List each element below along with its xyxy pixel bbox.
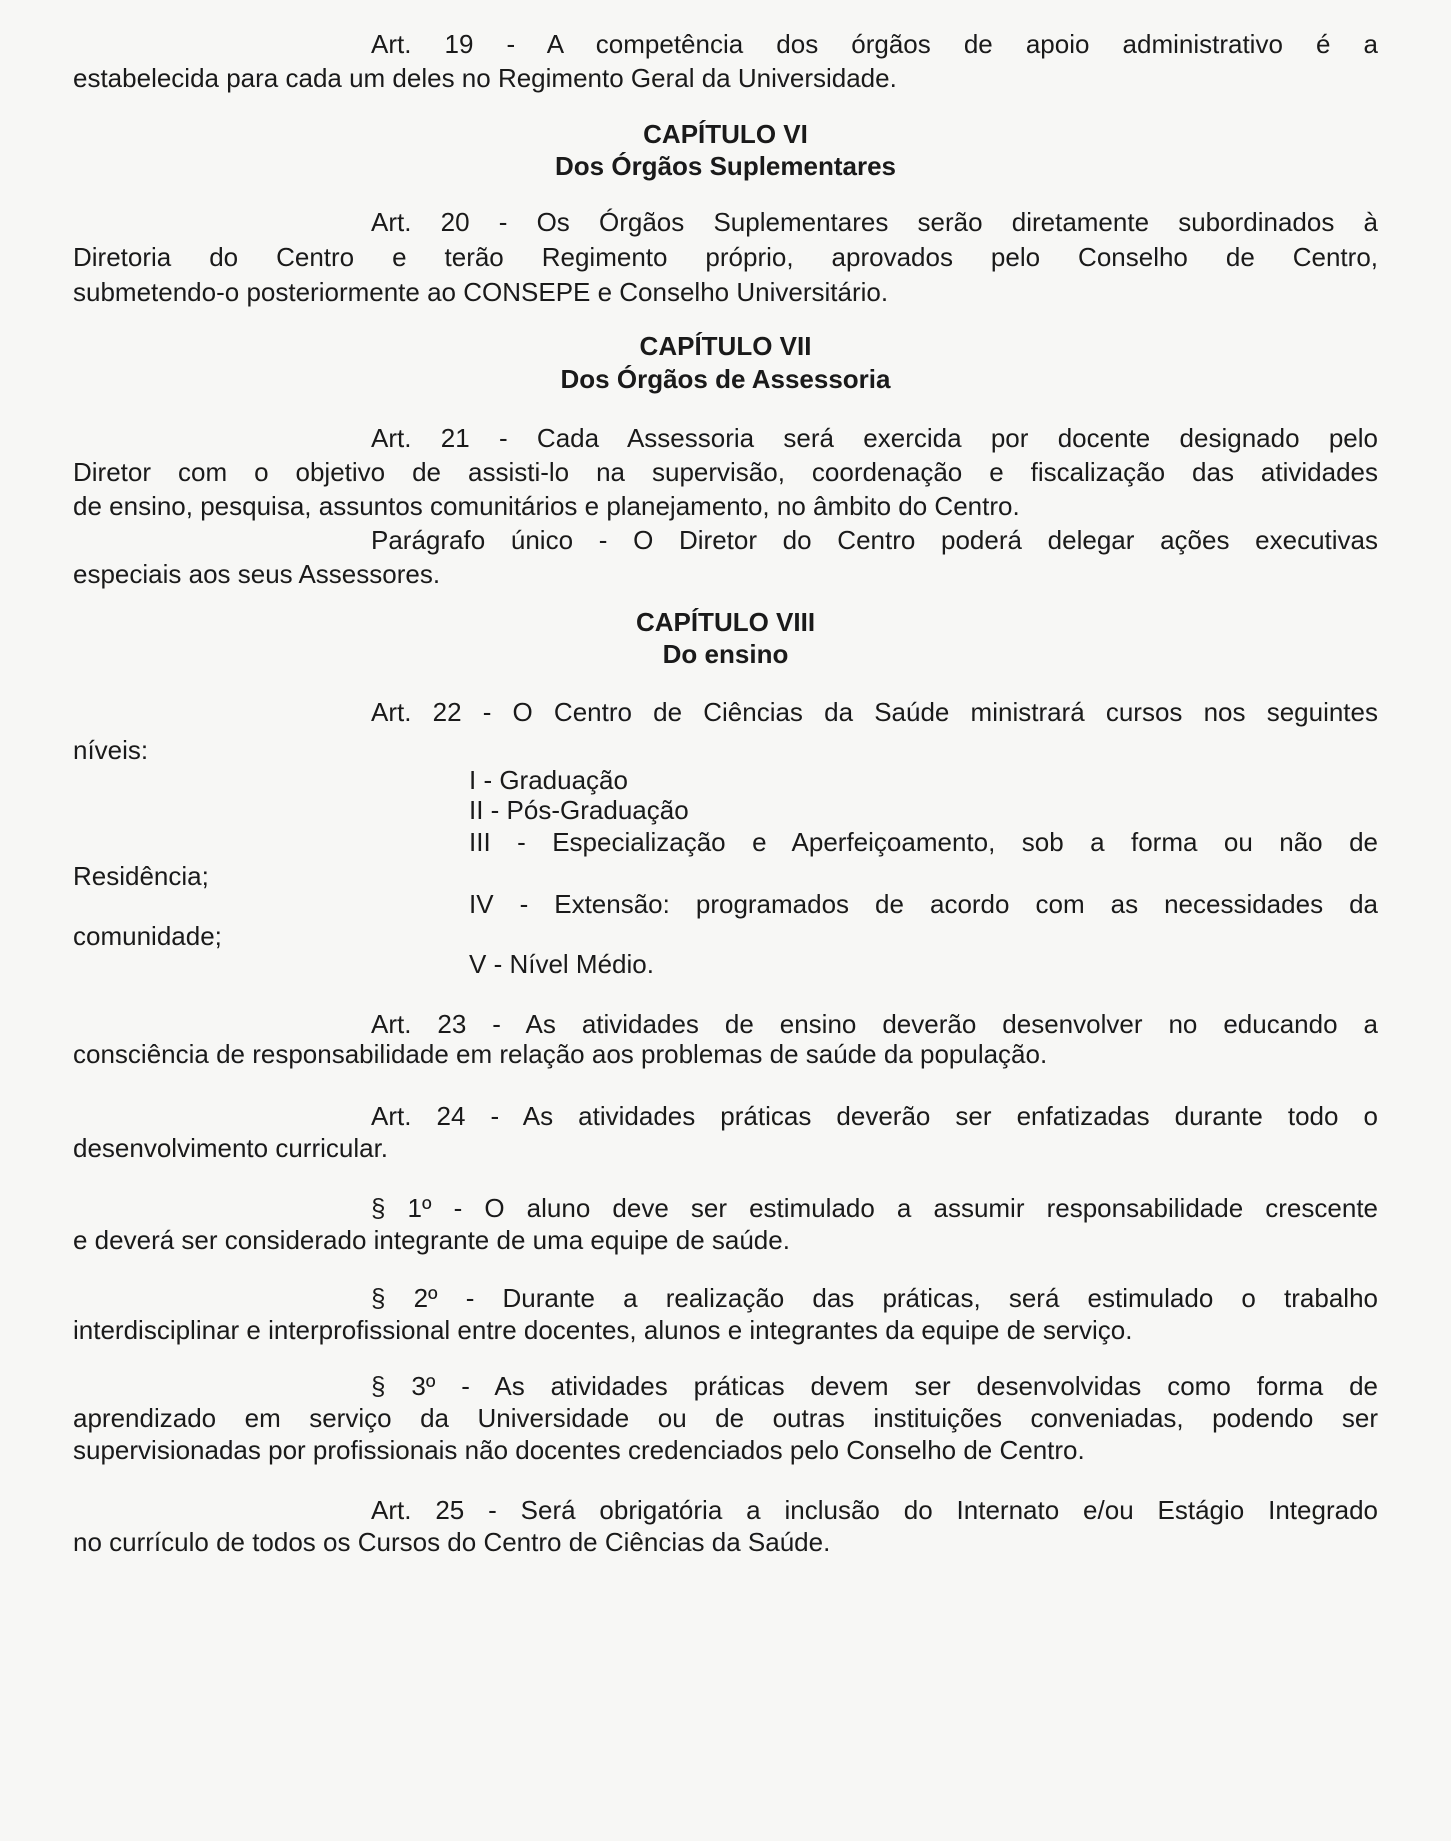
paragraph-2-line-2: interdisciplinar e interprofissional entre docentes, alunos e integrantes da equipe de serviço. [73,1315,1133,1345]
chapter-7-heading: CAPÍTULO VII [639,331,812,361]
level-item-4-cont: comunidade; [73,921,222,951]
chapter-6-heading: CAPÍTULO VI [643,119,808,149]
paragraph-3-line-2: aprendizado em serviço da Universidade ou de outras instituições conveniadas, podendo ser [73,1403,1378,1433]
level-item-4: IV - Extensão: programados de acordo com as necessidades da [469,889,1378,919]
chapter-8-heading: CAPÍTULO VIII [635,607,816,637]
art22-line-2: níveis: [73,735,149,765]
paragraph-1-line-2: e deverá ser considerado integrante de uma equipe de saúde. [73,1225,790,1255]
art21-line-3: de ensino, pesquisa, assuntos comunitários e planejamento, no âmbito do Centro. [73,491,1020,521]
art24-line-1: Art. 24 - As atividades práticas deverão ser enfatizadas durante todo o [371,1101,1378,1131]
art20-line-1: Art. 20 - Os Órgãos Suplementares serão diretamente subordinados à [371,207,1378,237]
level-item-5: V - Nível Médio. [469,949,654,979]
art19-line-1: Art. 19 - A competência dos órgãos de apoio administrativo é a [371,29,1378,59]
art22-line-1: Art. 22 - O Centro de Ciências da Saúde ministrará cursos nos seguintes [371,697,1378,727]
chapter-8-title: Do ensino [662,639,789,669]
art25-line-2: no currículo de todos os Cursos do Centro de Ciências da Saúde. [73,1527,831,1557]
chapter-7-title: Dos Órgãos de Assessoria [560,364,891,394]
paragraph-1-line-1: § 1º - O aluno deve ser estimulado a assumir responsabilidade crescente [371,1193,1378,1223]
art21-line-2: Diretor com o objetivo de assisti-lo na supervisão, coordenação e fiscalização das atividades [73,457,1378,487]
art19-line-2: estabelecida para cada um deles no Regimento Geral da Universidade. [73,63,897,93]
art23-line-2: consciência de responsabilidade em relação aos problemas de saúde da população. [73,1039,1048,1069]
art24-line-2: desenvolvimento curricular. [73,1133,389,1163]
art20-line-2: Diretoria do Centro e terão Regimento próprio, aprovados pelo Conselho de Centro, [73,242,1378,272]
art21-line-1: Art. 21 - Cada Assessoria será exercida por docente designado pelo [371,423,1378,453]
paragraph-2-line-1: § 2º - Durante a realização das práticas, será estimulado o trabalho [371,1283,1378,1313]
level-item-2: II - Pós-Graduação [469,795,689,825]
level-item-1: I - Graduação [469,765,628,795]
level-item-3: III - Especialização e Aperfeiçoamento, sob a forma ou não de [469,827,1378,857]
chapter-6-title: Dos Órgãos Suplementares [555,151,896,181]
art25-line-1: Art. 25 - Será obrigatória a inclusão do Internato e/ou Estágio Integrado [371,1495,1378,1525]
art20-line-3: submetendo-o posteriormente ao CONSEPE e Conselho Universitário. [73,277,889,307]
paragraph-3-line-3: supervisionadas por profissionais não docentes credenciados pelo Conselho de Centro. [73,1435,1085,1465]
art21-paragraph-line-1: Parágrafo único - O Diretor do Centro poderá delegar ações executivas [371,525,1378,555]
art21-paragraph-line-2: especiais aos seus Assessores. [73,559,441,589]
paragraph-3-line-1: § 3º - As atividades práticas devem ser desenvolvidas como forma de [371,1371,1378,1401]
level-item-3-cont: Residência; [73,861,209,891]
art23-line-1: Art. 23 - As atividades de ensino deverão desenvolver no educando a [371,1009,1378,1039]
